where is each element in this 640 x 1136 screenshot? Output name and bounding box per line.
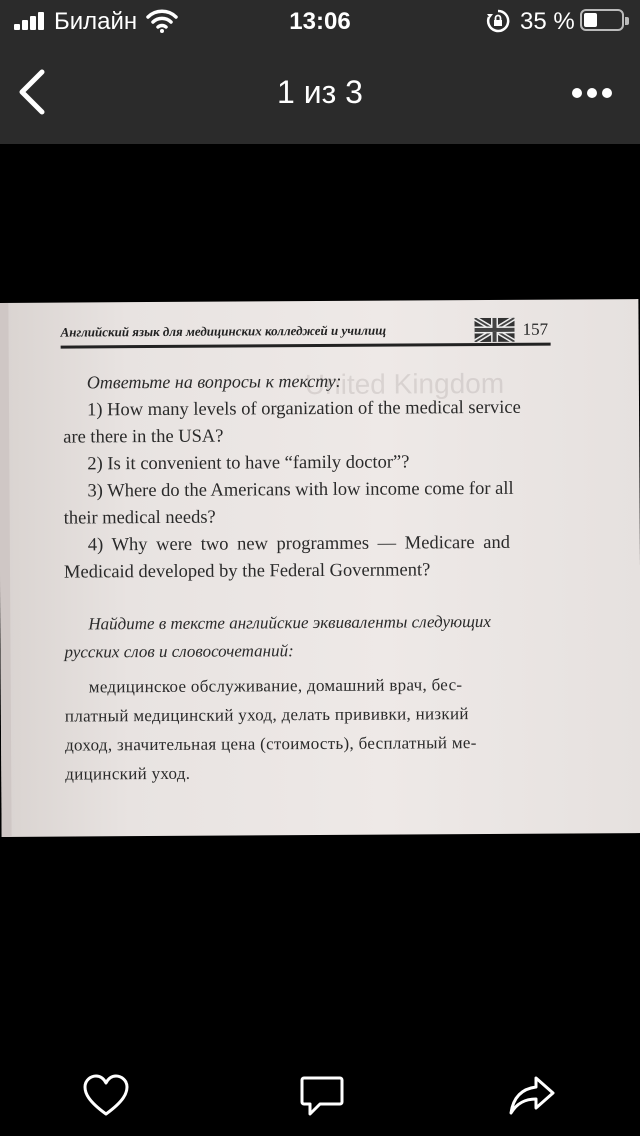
question-line: their medical needs? bbox=[63, 507, 216, 529]
signal-strength-icon bbox=[14, 12, 48, 30]
question-line: 4) Why were two new programmes — Medicare and bbox=[87, 532, 511, 556]
status-bar bbox=[0, 0, 640, 40]
book-title: Английский язык для медицинских колледжей и училищ bbox=[60, 322, 387, 340]
question-line: are there in the USA? bbox=[63, 426, 224, 448]
russian-line: доход, значительная цена (стоимость), бесплатный ме- bbox=[65, 733, 477, 755]
clock: 13:06 bbox=[289, 8, 351, 35]
russian-line: медицинское обслуживание, домашний врач, бес- bbox=[88, 675, 463, 697]
question-line: 2) Is it convenient to have “family doctor”? bbox=[87, 452, 410, 475]
question-line: 1) How many levels of organization of the medical service bbox=[86, 397, 521, 421]
questions-section bbox=[63, 367, 560, 587]
more-options-button[interactable] bbox=[562, 70, 622, 114]
book-page-header bbox=[60, 318, 550, 349]
wifi-icon bbox=[146, 9, 178, 33]
battery-fill bbox=[584, 13, 597, 27]
page-number: 157 bbox=[522, 319, 549, 339]
task-section bbox=[64, 608, 561, 789]
russian-line: платный медицинский уход, делать прививки, низкий bbox=[64, 704, 469, 726]
comment-icon[interactable] bbox=[298, 1074, 346, 1118]
uk-flag-icon bbox=[474, 318, 514, 342]
question-line: 3) Where do the Americans with low income come for all bbox=[87, 478, 514, 502]
questions-heading: Ответьте на вопросы к тексту: bbox=[86, 370, 342, 393]
share-icon[interactable] bbox=[508, 1074, 556, 1118]
bottom-toolbar bbox=[0, 1040, 640, 1136]
heart-icon[interactable] bbox=[82, 1074, 130, 1118]
battery-icon bbox=[580, 9, 624, 31]
russian-line: дицинский уход. bbox=[65, 763, 191, 784]
question-line: Medicaid developed by the Federal Government? bbox=[63, 560, 431, 583]
orientation-lock-icon bbox=[486, 9, 510, 33]
task-heading-line: русских слов и словосочетаний: bbox=[64, 641, 294, 662]
photo-image[interactable] bbox=[0, 299, 640, 837]
task-heading-line: Найдите в тексте английские эквиваленты следующих bbox=[88, 611, 491, 634]
nav-header bbox=[0, 40, 640, 144]
show-through-text: United Kingdom bbox=[304, 367, 505, 401]
carrier-name: Билайн bbox=[54, 8, 138, 35]
battery-percent: 35 % bbox=[520, 8, 575, 35]
page-title: 1 из 3 bbox=[277, 74, 363, 110]
